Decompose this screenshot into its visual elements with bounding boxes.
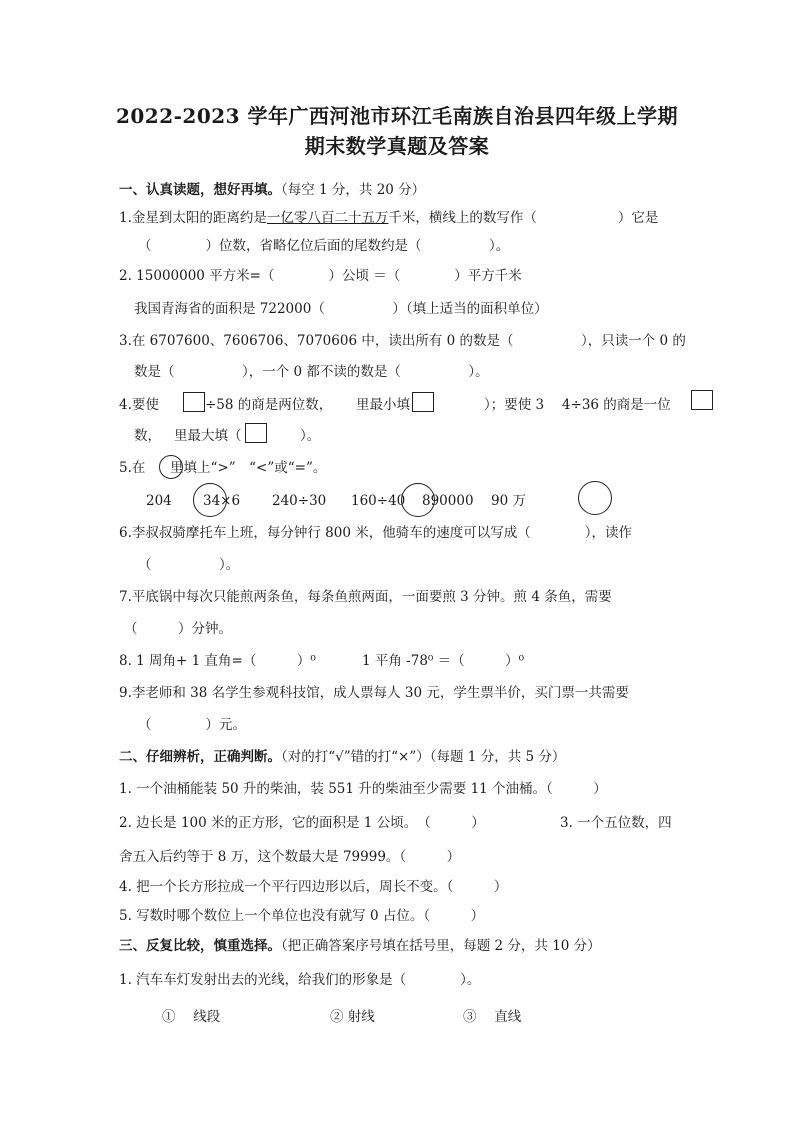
q5-item-3: 240÷30 bbox=[272, 493, 327, 509]
question-7-line2: （ ）分钟。 bbox=[124, 621, 232, 637]
judge-question-3-part-a: 3. 一个五位数，四 bbox=[560, 815, 672, 831]
question-2-line1: 2. 15000000 平方米=（ ）公顷 ＝（ ）平方千米 bbox=[119, 268, 522, 284]
q4-text-a4: ）；要使 3 4÷36 的商是一位 bbox=[484, 397, 671, 413]
q5-answer-circle-3 bbox=[578, 481, 612, 515]
q4-text-a2: ÷58 的商是两位数， bbox=[205, 397, 333, 413]
q5-item-2: 34×6 bbox=[203, 493, 241, 509]
choice-option-3: ③ 直线 bbox=[463, 1009, 522, 1025]
q5-item-1: 204 bbox=[146, 493, 172, 509]
q4-text-b2: 里最大填（ bbox=[174, 428, 242, 444]
q1-text-c: 千米，横线上的数写作（ ）它是 bbox=[388, 210, 659, 226]
question-9-line1: 9.李老师和 38 名学生参观科技馆，成人票每人 30 元，学生票半价，买门票一共需要 bbox=[119, 685, 629, 701]
question-8-part-a: 8. 1 周角+ 1 直角=（ ）⁰ bbox=[119, 653, 316, 669]
question-6-line1: 6.李叔叔骑摩托车上班，每分钟行 800 米，他骑车的速度可以写成（ ），读作 bbox=[119, 525, 632, 541]
question-3-line1: 3.在 6707600、7606706、7070606 中，读出所有 0 的数是（ ），只读一个 0 的 bbox=[119, 333, 686, 349]
question-2-line2: 我国青海省的面积是 722000（ ）（填上适当的面积单位） bbox=[134, 301, 548, 317]
choice-option-1: ① 线段 bbox=[162, 1009, 221, 1025]
q1-text-a: 1.金星到太阳的距离约是 bbox=[119, 210, 267, 226]
question-7-line1: 7.平底锅中每次只能煎两条鱼，每条鱼煎两面，一面要煎 3 分钟。煎 4 条鱼，需要 bbox=[119, 589, 612, 605]
question-6-line2: （ ）。 bbox=[138, 557, 240, 573]
judge-question-4: 4. 把一个长方形拉成一个平行四边形以后，周长不变。（ ） bbox=[119, 879, 508, 895]
judge-question-5: 5. 写数时哪个数位上一个单位也没有就写 0 占位。（ ） bbox=[119, 908, 485, 924]
judge-question-3-part-b: 舍五入后约等于 8 万，这个数最大是 79999。（ ） bbox=[119, 849, 461, 865]
section3-header bbox=[119, 937, 601, 955]
q4-blank-box-3 bbox=[691, 390, 713, 410]
q4-blank-box-4 bbox=[245, 423, 267, 443]
q5-text-a: 5.在 bbox=[119, 460, 146, 476]
section2-header bbox=[119, 748, 565, 766]
q4-text-a1: 4.要使 bbox=[119, 397, 159, 413]
q5-item-4: 160÷40 bbox=[351, 493, 406, 509]
q4-blank-box-2 bbox=[412, 392, 434, 412]
section1-note: （每空 1 分，共 20 分） bbox=[281, 182, 426, 198]
q4-text-b1: 数， bbox=[134, 428, 161, 444]
question-9-line2: （ ）元。 bbox=[138, 717, 246, 733]
section1-heading: 一、认真读题，想好再填。 bbox=[119, 182, 281, 198]
page-title-line2: 期末数学真题及答案 bbox=[304, 134, 490, 158]
q5-item-6: 90 万 bbox=[491, 493, 526, 509]
section1-header bbox=[119, 181, 425, 199]
judge-question-1: 1. 一个油桶能装 50 升的柴油，装 551 升的柴油至少需要 11 个油桶。（ ） bbox=[119, 781, 607, 797]
q4-text-b3: ）。 bbox=[300, 428, 321, 444]
question-1-line2: （ ）位数，省略亿位后面的尾数约是（ ）。 bbox=[138, 238, 510, 254]
q1-underlined: 一亿零八百二十五万 bbox=[266, 210, 389, 226]
judge-question-2: 2. 边长是 100 米的正方形，它的面积是 1 公顷。 （ ） bbox=[119, 815, 485, 831]
question-8-part-b: 1 平角 -78⁰ ＝（ ）⁰ bbox=[362, 653, 525, 669]
section2-note: （对的打“√”错的打“×”）（每题 1 分，共 5 分） bbox=[281, 749, 566, 765]
section3-heading: 三、反复比较，慎重选择。 bbox=[119, 938, 281, 954]
q5-text-b: 里填上“>” “<”或“=”。 bbox=[170, 460, 327, 476]
section3-note: （把正确答案序号填在括号里，每题 2 分，共 10 分） bbox=[281, 938, 601, 954]
question-1-line1 bbox=[119, 209, 658, 227]
choice-option-2: ② 射线 bbox=[330, 1009, 375, 1025]
q4-blank-box-1 bbox=[183, 392, 205, 412]
section2-heading: 二、仔细辨析，正确判断。 bbox=[119, 749, 281, 765]
question-3-line2: 数是（ ），一个 0 都不读的数是（ ）。 bbox=[134, 364, 489, 380]
q4-text-a3: 里最小填 bbox=[356, 397, 410, 413]
choice-question-1: 1. 汽车车灯发射出去的光线，给我们的形象是（ ）。 bbox=[119, 972, 481, 988]
page-title-line1: 2022-2023 学年广西河池市环江毛南族自治县四年级上学期 bbox=[115, 104, 679, 128]
q5-item-5: 890000 bbox=[422, 493, 474, 509]
